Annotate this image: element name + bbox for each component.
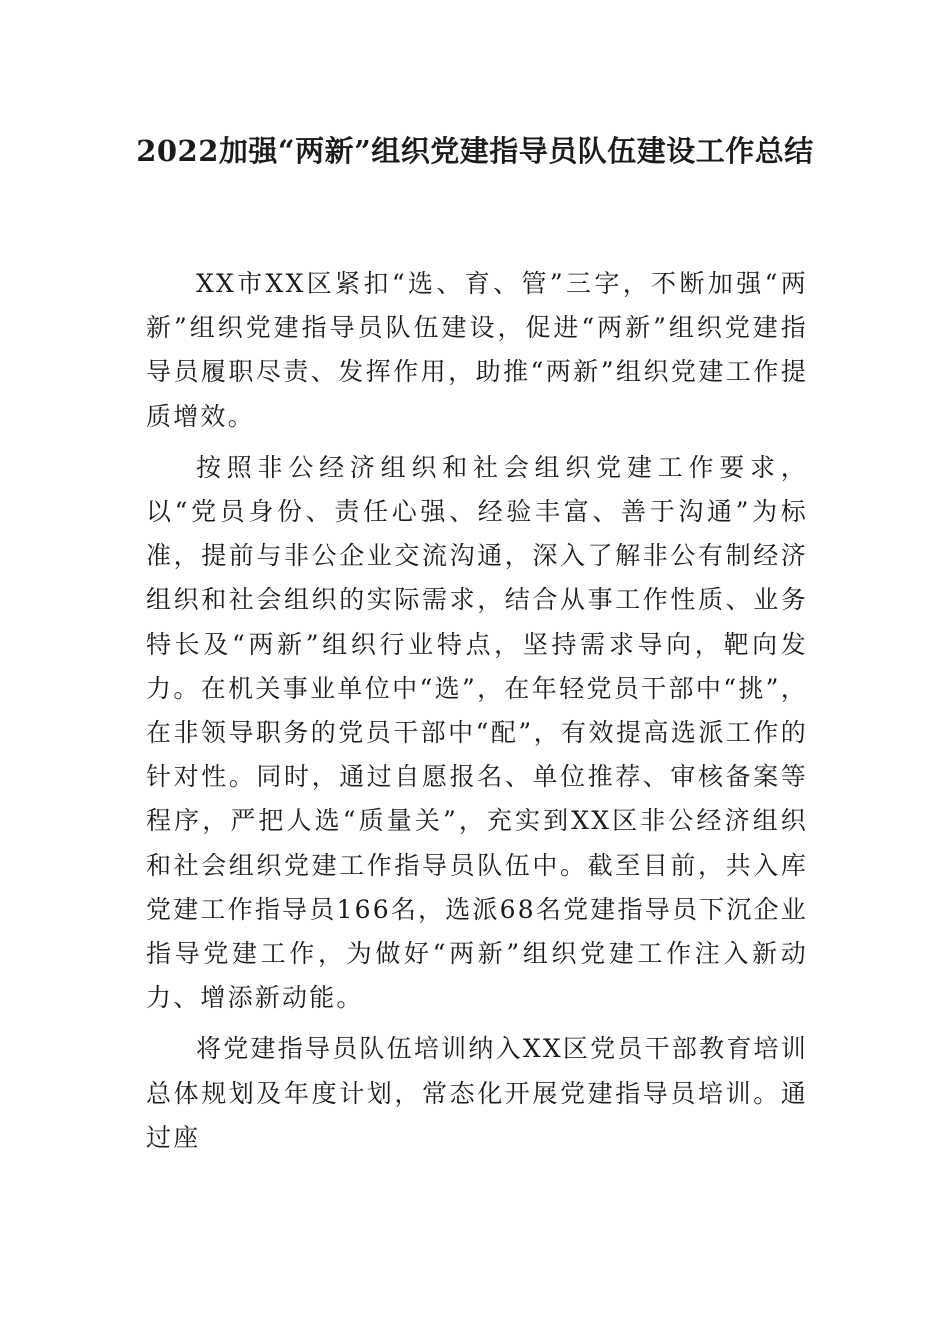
paragraph-1: XX市XX区紧扣“选、育、管”三字，不断加强“两新”组织党建指导员队伍建设，促进“两新”组织党建指导员履职尽责、发挥作用，助推“两新”组织党建工作提质增效。 bbox=[146, 269, 808, 431]
document-body bbox=[146, 262, 808, 1167]
paragraph-3: 将党建指导员队伍培训纳入XX区党员干部教育培训总体规划及年度计划，常态化开展党建指导员培训。通过座 bbox=[146, 1034, 808, 1152]
paragraph-2: 按照非公经济组织和社会组织党建工作要求，以“党员身份、责任心强、经验丰富、善于沟通”为标准，提前与非公企业交流沟通，深入了解非公有制经济组织和社会组织的实际需求，结合从事工作性质、业务特长及“两新”组织行业特点，坚持需求导向，靶向发力。在机关事业单位中“选”，在年轻党员干部中“挑”，在非领导职务的党员干部中“配”，有效提高选派工作的针对性。同时，通过自愿报名、单位推荐、审核备案等程序，严把人选“质量关”，充实到XX区非公经济组织和社会组织党建工作指导员队伍中。截至目前，共入库党建工作指导员166名，选派68名党建指导员下沉企业指导党建工作，为做好“两新”组织党建工作注入新动力、增添新动能。 bbox=[146, 452, 808, 1013]
document-title: 2022加强“两新”组织党建指导员队伍建设工作总结 bbox=[136, 134, 814, 168]
